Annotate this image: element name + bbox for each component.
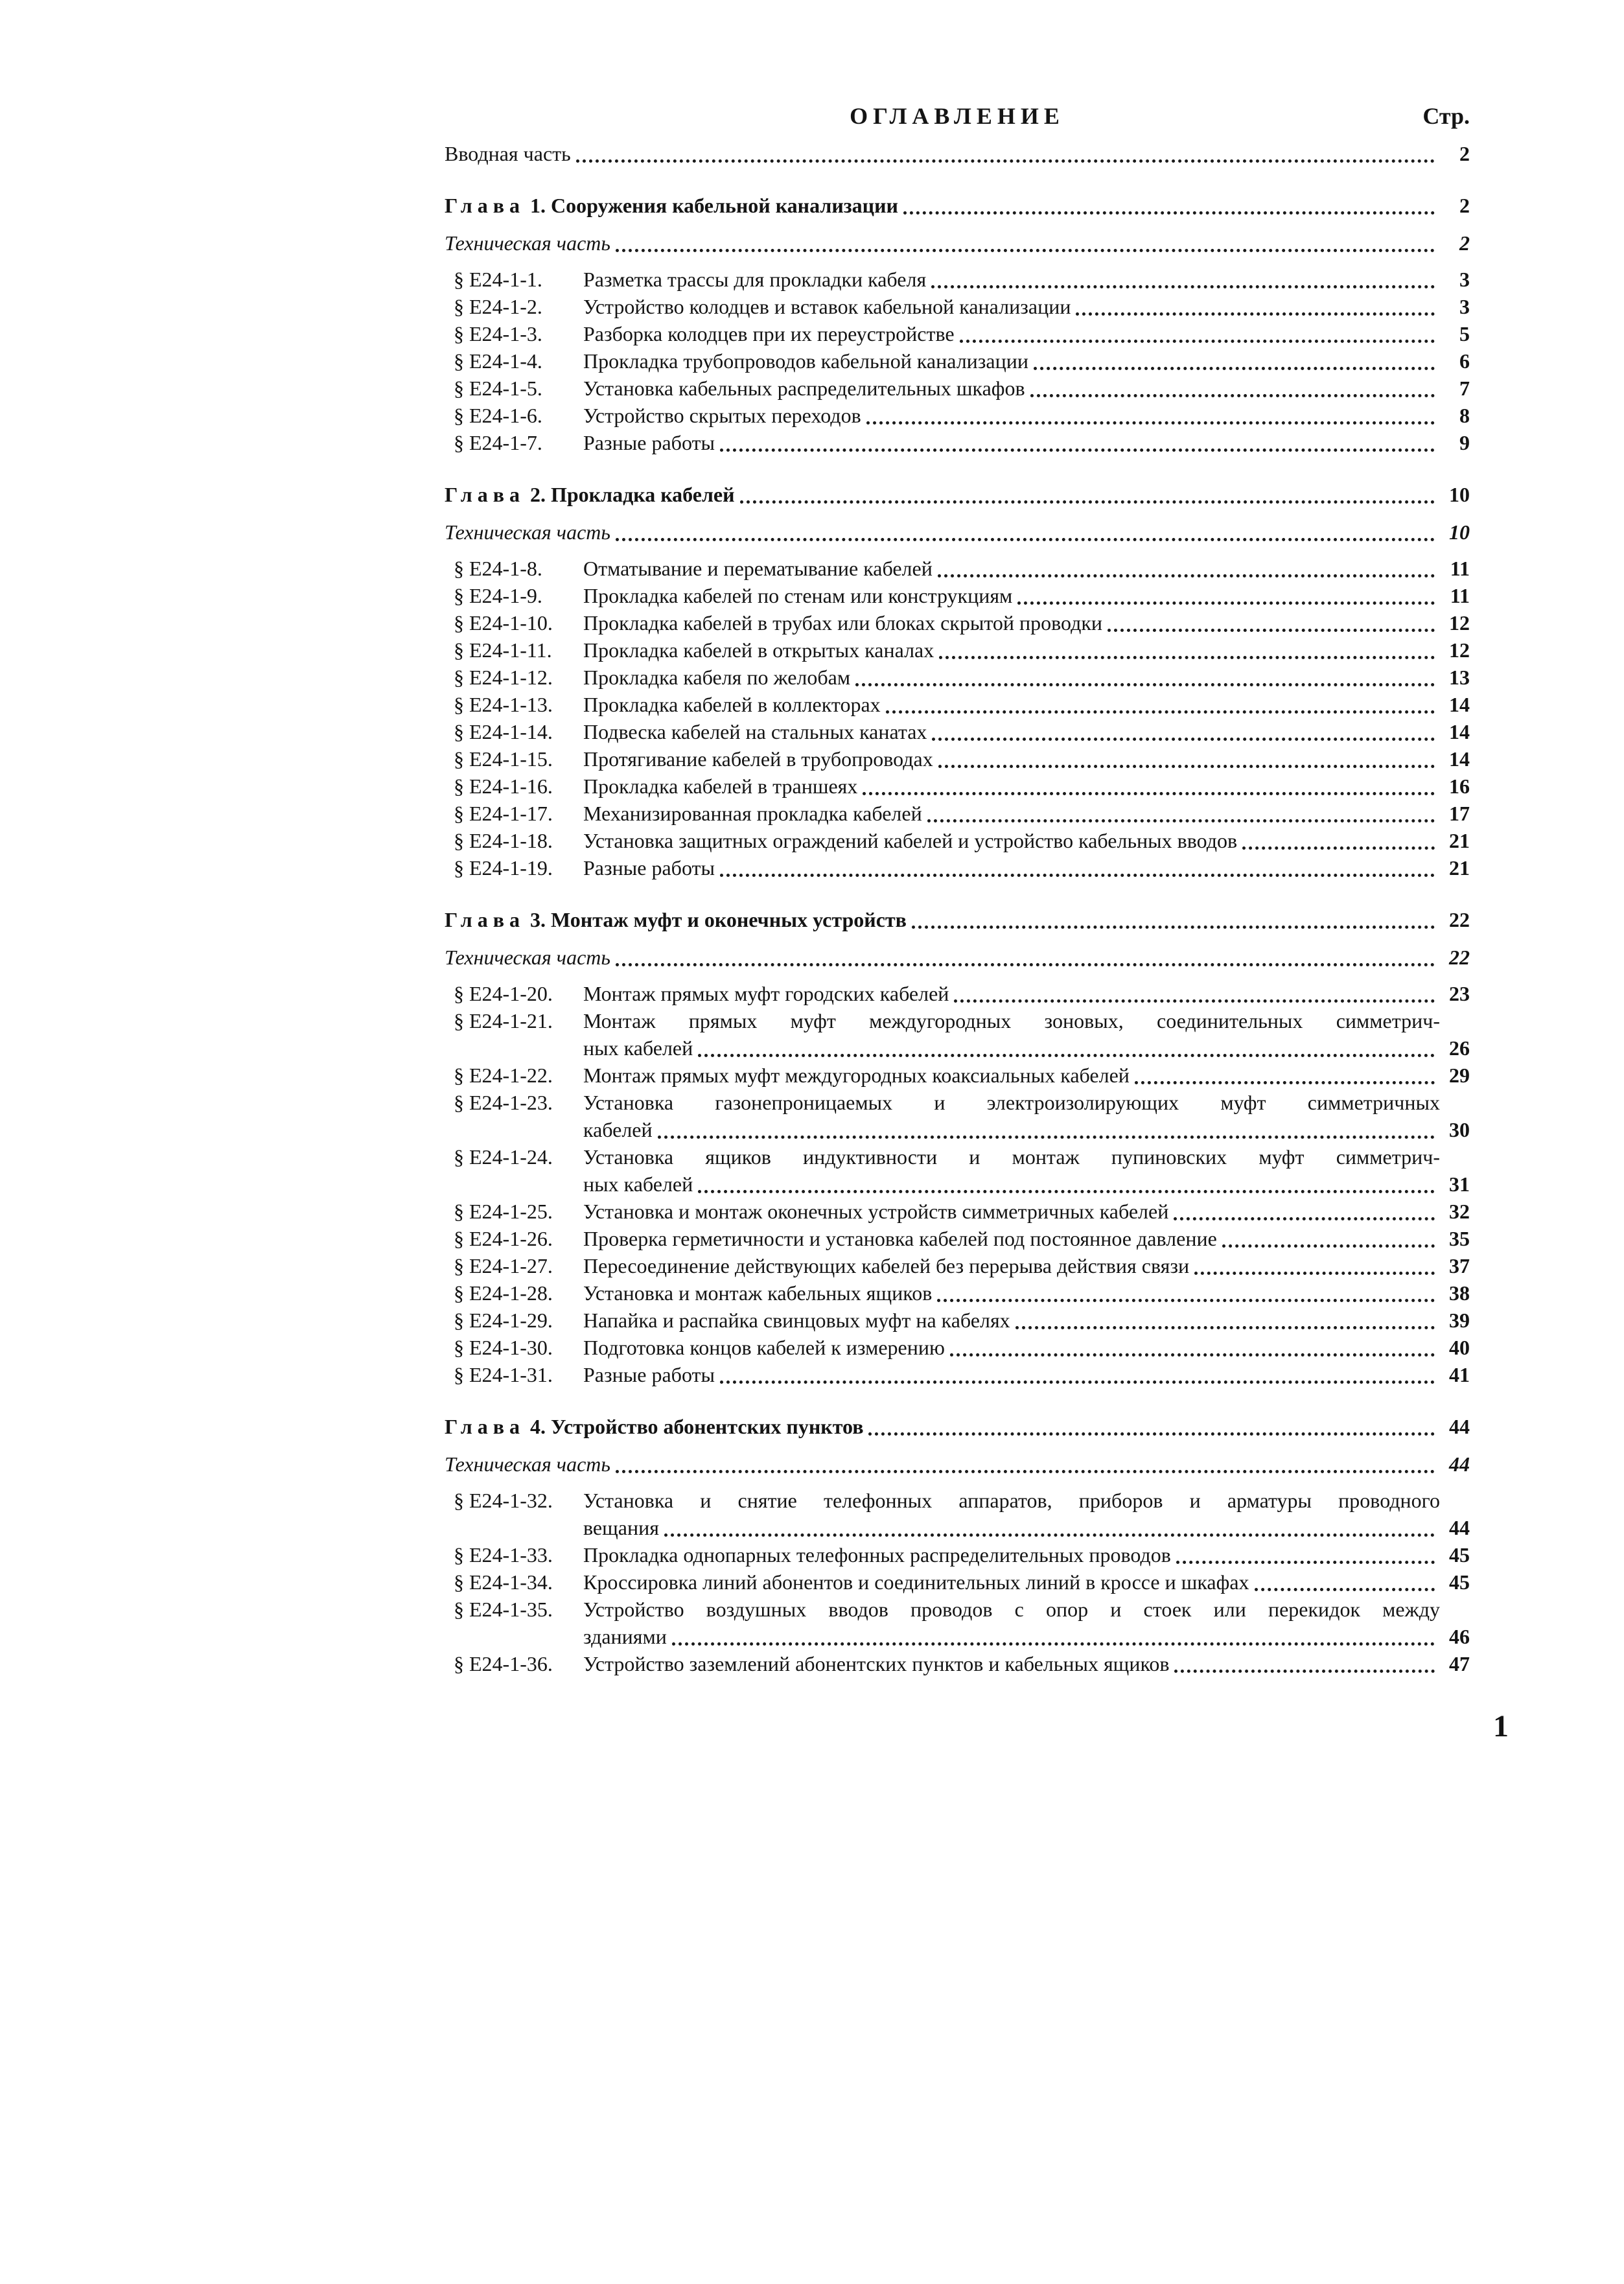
dot-leader (1076, 312, 1435, 316)
dot-leader (720, 449, 1435, 452)
page-title: ОГЛАВЛЕНИЕ (850, 103, 1065, 129)
section-title: Проверка герметичности и установка кабелей под постоянное давление (583, 1227, 1217, 1250)
dot-leader (912, 926, 1435, 929)
entry-page: 10 (1449, 520, 1470, 544)
section-code: § Е24-1-27. (454, 1254, 553, 1277)
section-entry[interactable] (445, 1062, 1470, 1089)
section-title: Установка и монтаж кабельных ящиков (583, 1281, 933, 1305)
section-entry[interactable] (445, 609, 1470, 636)
dot-leader (1017, 601, 1435, 605)
section-page: 41 (1449, 1363, 1470, 1386)
dot-leader (938, 765, 1435, 768)
dot-leader (932, 738, 1435, 741)
section-page: 21 (1449, 829, 1470, 852)
chapter-title: Монтаж муфт и оконечных устройств (550, 908, 907, 931)
section-entry[interactable] (445, 1225, 1470, 1252)
technical-part-entry[interactable] (445, 1451, 1470, 1478)
section-entry[interactable] (445, 854, 1470, 881)
section-page: 5 (1459, 322, 1470, 345)
dot-leader (1222, 1244, 1435, 1248)
section-entry[interactable] (445, 980, 1470, 1007)
dot-leader (868, 1432, 1435, 1436)
section-code: § Е24-1-28. (454, 1281, 553, 1305)
section-page: 7 (1459, 377, 1470, 400)
dot-leader (740, 500, 1435, 504)
section-code: § Е24-1-26. (454, 1227, 553, 1250)
section-page: 45 (1449, 1570, 1470, 1594)
section-title-line2: ных кабелей (583, 1172, 693, 1196)
entry-page: 44 (1449, 1415, 1470, 1438)
page-column-label: Стр. (1422, 103, 1470, 129)
section-entry[interactable] (445, 1198, 1470, 1225)
entry-page: 10 (1449, 483, 1470, 506)
toc-header (445, 97, 1470, 137)
section-title: Разные работы (583, 856, 715, 880)
section-code: § Е24-1-21. (454, 1009, 553, 1032)
section-page: 37 (1449, 1254, 1470, 1277)
dot-leader (863, 792, 1435, 795)
section-entry[interactable] (445, 1361, 1470, 1388)
section-code: § Е24-1-2. (454, 295, 542, 318)
section-entry[interactable] (445, 375, 1470, 402)
chapter-prefix: Глава (445, 1415, 525, 1438)
section-page: 11 (1450, 557, 1470, 580)
section-title: Разборка колодцев при их переустройстве (583, 322, 955, 345)
entry-title: Техническая часть (445, 520, 610, 544)
section-entry[interactable] (445, 1650, 1470, 1677)
section-title: Подготовка концов кабелей к измерению (583, 1336, 945, 1359)
section-title-line2: ных кабелей (583, 1036, 693, 1060)
section-title: Установка защитных ограждений кабелей и устройство кабельных вводов (583, 829, 1238, 852)
section-entry[interactable] (445, 664, 1470, 691)
section-code: § Е24-1-16. (454, 775, 553, 798)
section-code: § Е24-1-12. (454, 666, 553, 689)
section-entry[interactable] (445, 320, 1470, 347)
section-title: Разные работы (583, 431, 715, 454)
section-page: 11 (1450, 584, 1470, 607)
section-page: 38 (1449, 1281, 1470, 1305)
chapter-number: 2. (529, 483, 546, 506)
section-code: § Е24-1-19. (454, 856, 553, 880)
dot-leader (720, 874, 1435, 877)
section-page: 44 (1449, 1516, 1470, 1539)
section-code: § Е24-1-18. (454, 829, 553, 852)
entry-title: Вводная часть (445, 142, 571, 165)
dot-leader (931, 285, 1435, 288)
chapter-heading[interactable] (445, 906, 1470, 933)
section-title: Прокладка трубопроводов кабельной канализации (583, 349, 1028, 373)
section-entry[interactable] (445, 745, 1470, 773)
section-page: 13 (1449, 666, 1470, 689)
section-title-line1: Устройство воздушных вводов проводов с опор и стоек или перекидок между (583, 1598, 1440, 1621)
section-entry[interactable] (445, 293, 1470, 320)
dot-leader (1194, 1272, 1435, 1275)
section-entry[interactable] (445, 429, 1470, 456)
dot-leader (1030, 394, 1435, 397)
dot-leader (576, 159, 1435, 163)
section-title: Установка и монтаж оконечных устройств симметричных кабелей (583, 1200, 1169, 1223)
section-title: Прокладка кабеля по желобам (583, 666, 851, 689)
section-page: 8 (1459, 404, 1470, 427)
section-title: Прокладка кабелей в открытых каналах (583, 638, 934, 662)
section-title-line2: вещания (583, 1516, 659, 1539)
chapter-title: Прокладка кабелей (550, 483, 735, 506)
section-code: § Е24-1-24. (454, 1145, 553, 1169)
section-page: 40 (1449, 1336, 1470, 1359)
chapter-title: Устройство абонентских пунктов (550, 1415, 864, 1438)
section-page: 14 (1449, 747, 1470, 771)
section-code: § Е24-1-15. (454, 747, 553, 771)
dot-leader (1108, 629, 1435, 632)
section-title: Разметка трассы для прокладки кабеля (583, 268, 927, 291)
page-number: 1 (1493, 1709, 1509, 1743)
section-page: 47 (1449, 1652, 1470, 1675)
dot-leader (855, 683, 1435, 686)
section-title: Прокладка однопарных телефонных распределительных проводов (583, 1543, 1171, 1567)
section-code: § Е24-1-8. (454, 557, 542, 580)
chapter-heading[interactable] (445, 1413, 1470, 1440)
section-code: § Е24-1-1. (454, 268, 542, 291)
section-entry[interactable] (445, 1568, 1470, 1596)
section-title: Прокладка кабелей в траншеях (583, 775, 858, 798)
section-title: Механизированная прокладка кабелей (583, 802, 922, 825)
toc-entry-intro[interactable] (445, 140, 1470, 167)
dot-leader (672, 1642, 1435, 1646)
section-page: 39 (1449, 1309, 1470, 1332)
section-entry[interactable] (445, 1307, 1470, 1334)
section-page: 29 (1449, 1064, 1470, 1087)
section-title: Установка кабельных распределительных шкафов (583, 377, 1025, 400)
section-title: Кроссировка линий абонентов и соединительных линий в кроссе и шкафах (583, 1570, 1249, 1594)
dot-leader (1176, 1561, 1435, 1564)
section-entry[interactable] (445, 691, 1470, 718)
section-code: § Е24-1-6. (454, 404, 542, 427)
section-title: Протягивание кабелей в трубопроводах (583, 747, 933, 771)
chapter-number: 4. (529, 1415, 546, 1438)
section-page: 31 (1449, 1172, 1470, 1196)
section-title-line1: Установка газонепроницаемых и электроизолирующих муфт симметричных (583, 1091, 1440, 1114)
section-code: § Е24-1-9. (454, 584, 542, 607)
section-code: § Е24-1-20. (454, 982, 553, 1005)
section-page: 12 (1449, 611, 1470, 635)
section-page: 46 (1449, 1625, 1470, 1648)
section-code: § Е24-1-35. (454, 1598, 553, 1621)
table-of-contents (445, 97, 1470, 1677)
section-code: § Е24-1-33. (454, 1543, 553, 1567)
dot-leader (698, 1054, 1435, 1057)
chapter-number: 3. (529, 908, 546, 931)
section-entry[interactable] (445, 1596, 1470, 1650)
section-code: § Е24-1-25. (454, 1200, 553, 1223)
dot-leader (720, 1381, 1435, 1384)
dot-leader (1174, 1217, 1435, 1220)
dot-leader (960, 340, 1435, 343)
dot-leader (927, 819, 1435, 822)
section-entry[interactable] (445, 636, 1470, 664)
section-page: 26 (1449, 1036, 1470, 1060)
chapter-heading[interactable] (445, 481, 1470, 508)
section-entry[interactable] (445, 773, 1470, 800)
dot-leader (1174, 1670, 1435, 1673)
section-title: Напайка и распайка свинцовых муфт на кабелях (583, 1309, 1010, 1332)
dot-leader (616, 249, 1435, 252)
section-code: § Е24-1-36. (454, 1652, 553, 1675)
entry-page: 22 (1449, 908, 1470, 931)
entry-page: 2 (1459, 142, 1470, 165)
section-entry[interactable] (445, 1143, 1470, 1198)
technical-part-entry[interactable] (445, 229, 1470, 257)
section-title: Устройство скрытых переходов (583, 404, 861, 427)
section-title: Прокладка кабелей по стенам или конструкциям (583, 584, 1013, 607)
dot-leader (950, 1353, 1435, 1357)
section-code: § Е24-1-32. (454, 1489, 553, 1512)
section-entry[interactable] (445, 827, 1470, 854)
section-page: 3 (1459, 295, 1470, 318)
dot-leader (1255, 1588, 1435, 1591)
section-entry[interactable] (445, 582, 1470, 609)
section-title: Прокладка кабелей в коллекторах (583, 693, 881, 716)
section-entry[interactable] (445, 1007, 1470, 1062)
section-title: Устройство заземлений абонентских пунктов и кабельных ящиков (583, 1652, 1170, 1675)
dot-leader (698, 1190, 1435, 1193)
section-page: 3 (1459, 268, 1470, 291)
section-title: Устройство колодцев и вставок кабельной канализации (583, 295, 1071, 318)
section-code: § Е24-1-23. (454, 1091, 553, 1114)
dot-leader (1034, 367, 1435, 370)
section-entry[interactable] (445, 555, 1470, 582)
section-title-line1: Монтаж прямых муфт междугородных зоновых, соединительных симметрич- (583, 1009, 1440, 1032)
section-entry[interactable] (445, 347, 1470, 375)
section-page: 32 (1449, 1200, 1470, 1223)
section-code: § Е24-1-30. (454, 1336, 553, 1359)
entry-page: 2 (1459, 194, 1470, 217)
dot-leader (1015, 1326, 1435, 1329)
dot-leader (938, 574, 1435, 577)
section-entry[interactable] (445, 1279, 1470, 1307)
section-title: Разные работы (583, 1363, 715, 1386)
section-code: § Е24-1-3. (454, 322, 542, 345)
chapter-number: 1. (529, 194, 546, 217)
section-page: 16 (1449, 775, 1470, 798)
section-code: § Е24-1-4. (454, 349, 542, 373)
section-entry[interactable] (445, 800, 1470, 827)
section-code: § Е24-1-5. (454, 377, 542, 400)
entry-page: 44 (1449, 1452, 1470, 1476)
section-page: 14 (1449, 693, 1470, 716)
entry-title: Техническая часть (445, 1452, 610, 1476)
section-entry[interactable] (445, 402, 1470, 429)
section-entry[interactable] (445, 1089, 1470, 1143)
section-code: § Е24-1-34. (454, 1570, 553, 1594)
technical-part-entry[interactable] (445, 944, 1470, 971)
section-page: 17 (1449, 802, 1470, 825)
chapter-title: Сооружения кабельной канализации (550, 194, 898, 217)
dot-leader (866, 421, 1435, 425)
section-page: 35 (1449, 1227, 1470, 1250)
section-code: § Е24-1-14. (454, 720, 553, 743)
dot-leader (1135, 1081, 1435, 1084)
section-title-line1: Установка и снятие телефонных аппаратов, приборов и арматуры проводного (583, 1489, 1440, 1512)
section-title-line1: Установка ящиков индуктивности и монтаж пупиновских муфт симметрич- (583, 1145, 1440, 1169)
section-entry[interactable] (445, 266, 1470, 293)
section-title-line2: зданиями (583, 1625, 667, 1648)
section-page: 14 (1449, 720, 1470, 743)
dot-leader (616, 538, 1435, 541)
section-page: 23 (1449, 982, 1470, 1005)
chapter-prefix: Глава (445, 908, 525, 931)
dot-leader (664, 1533, 1435, 1537)
dot-leader (939, 656, 1435, 659)
dot-leader (903, 211, 1435, 215)
section-title: Монтаж прямых муфт городских кабелей (583, 982, 949, 1005)
dot-leader (886, 710, 1435, 714)
entry-page: 2 (1459, 231, 1470, 255)
dot-leader (1242, 846, 1435, 850)
section-code: § Е24-1-7. (454, 431, 542, 454)
section-title: Монтаж прямых муфт междугородных коаксиальных кабелей (583, 1064, 1130, 1087)
section-title: Пересоединение действующих кабелей без перерыва действия связи (583, 1254, 1190, 1277)
section-page: 45 (1449, 1543, 1470, 1567)
chapter-prefix: Глава (445, 194, 525, 217)
section-code: § Е24-1-22. (454, 1064, 553, 1087)
entry-title: Техническая часть (445, 231, 610, 255)
entry-page: 22 (1449, 946, 1470, 969)
technical-part-entry[interactable] (445, 519, 1470, 546)
dot-leader (616, 1470, 1435, 1473)
section-page: 12 (1449, 638, 1470, 662)
dot-leader (954, 999, 1435, 1003)
entry-title: Техническая часть (445, 946, 610, 969)
section-entry[interactable] (445, 1487, 1470, 1541)
section-entry[interactable] (445, 1334, 1470, 1361)
section-title: Подвеска кабелей на стальных канатах (583, 720, 927, 743)
section-page: 6 (1459, 349, 1470, 373)
section-code: § Е24-1-31. (454, 1363, 553, 1386)
section-page: 21 (1449, 856, 1470, 880)
section-code: § Е24-1-17. (454, 802, 553, 825)
section-title: Прокладка кабелей в трубах или блоках скрытой проводки (583, 611, 1103, 635)
dot-leader (616, 963, 1435, 966)
dot-leader (937, 1299, 1435, 1302)
section-title: Отматывание и перематывание кабелей (583, 557, 933, 580)
section-entry[interactable] (445, 1541, 1470, 1568)
section-page: 30 (1449, 1118, 1470, 1141)
section-code: § Е24-1-29. (454, 1309, 553, 1332)
section-entry[interactable] (445, 718, 1470, 745)
section-code: § Е24-1-13. (454, 693, 553, 716)
chapter-heading[interactable] (445, 192, 1470, 219)
chapter-prefix: Глава (445, 483, 525, 506)
section-page: 9 (1459, 431, 1470, 454)
section-entry[interactable] (445, 1252, 1470, 1279)
section-code: § Е24-1-10. (454, 611, 553, 635)
dot-leader (658, 1136, 1435, 1139)
section-code: § Е24-1-11. (454, 638, 552, 662)
section-title-line2: кабелей (583, 1118, 653, 1141)
